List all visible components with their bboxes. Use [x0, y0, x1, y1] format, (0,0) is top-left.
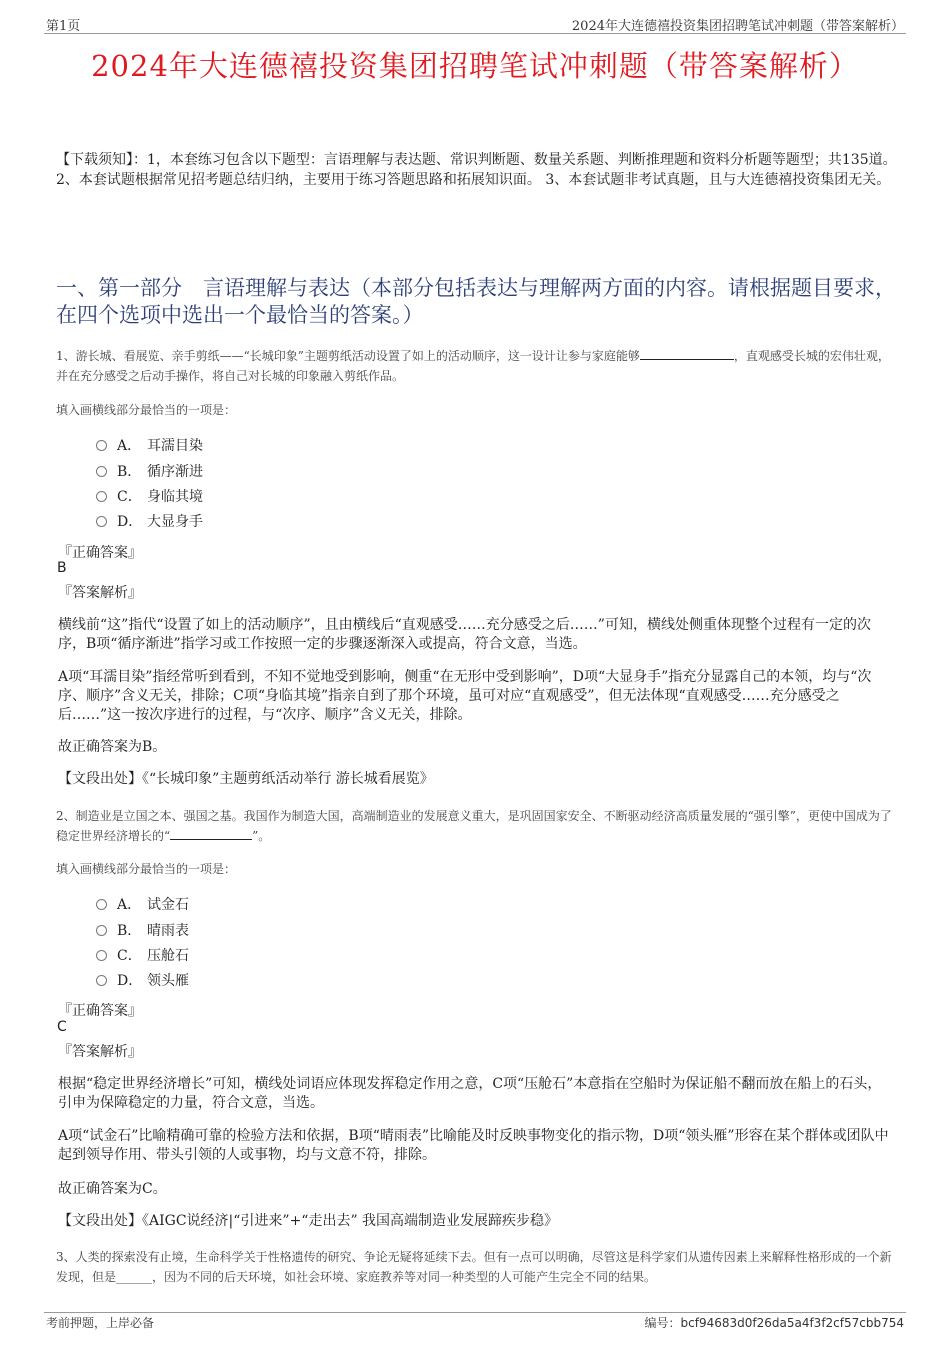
analysis-paragraph: A项“耳濡目染”指经常听到看到，不知不觉地受到影响，侧重“在无形中受到影响”，D项“大显身手”指充分显露自己的本领，均与“次序、顺序”含义无关，排除；C项“身临其境”指亲自到了那个环境，虽可对应“直观感受”，但无法体现“直观感受……充分感受之后……”这一按次序进行的过程，与“次序、顺序”含义无关，排除。 — [58, 669, 872, 723]
question-2-option-d[interactable]: D． 领头雁 — [96, 971, 189, 991]
analysis-conclusion: 故正确答案为C。 — [58, 1181, 167, 1197]
correct-answer-label: 『正确答案』 — [58, 1003, 142, 1019]
radio-icon[interactable] — [96, 466, 107, 477]
page-number: 第1页 — [46, 19, 81, 34]
radio-icon[interactable] — [96, 516, 107, 527]
question-2-prompt: 填入画横线部分最恰当的一项是： — [56, 862, 237, 876]
header-doc-title: 2024年大连德禧投资集团招聘笔试冲刺题（带答案解析） — [571, 19, 904, 34]
footer-code: 编号：bcf94683d0f26da5a4f3f2cf57cbb754 — [644, 1316, 904, 1330]
correct-answer: B — [57, 560, 67, 576]
question-2-stem-b: ”。 — [252, 829, 271, 843]
question-2-option-c[interactable]: C． 压舱石 — [96, 946, 189, 966]
footer-slogan: 考前押题，上岸必备 — [46, 1316, 155, 1330]
radio-icon[interactable] — [96, 950, 107, 961]
analysis-conclusion: 故正确答案为B。 — [58, 739, 167, 755]
question-2-text — [56, 806, 898, 846]
header-divider — [44, 33, 906, 34]
radio-icon[interactable] — [96, 491, 107, 502]
correct-answer-label: 『正确答案』 — [58, 545, 142, 561]
question-1-stem-b: ，直观感受长城的宏伟壮观，并在充分感受之后动手操作，将自己对长城的印象融入剪纸作品。 — [56, 349, 890, 383]
fill-blank — [170, 827, 252, 840]
analysis-paragraph: A项“试金石”比喻精确可靠的检验方法和依据，B项“晴雨表”比喻能及时反映事物变化的指示物，D项“领头雁”形容在某个群体或团队中起到领导作用、带头引领的人或事物，均与文意不符，排除。 — [58, 1128, 889, 1163]
radio-icon[interactable] — [96, 975, 107, 986]
source-citation: 【文段出处】《AIGC说经济|“引进来”+“走出去” 我国高端制造业发展蹄疾步稳》 — [58, 1213, 559, 1229]
question-2-option-a[interactable]: A． 试金石 — [96, 895, 189, 915]
question-1-option-a[interactable]: A． 耳濡目染 — [96, 436, 203, 456]
analysis-label: 『答案解析』 — [58, 585, 142, 601]
analysis-paragraph: 根据“稳定世界经济增长”可知，横线处词语应体现发挥稳定作用之意，C项“压舱石”本意指在空船时为保证船不翻而放在船上的石头，引申为保障稳定的力量，符合文意，当选。 — [58, 1076, 882, 1111]
radio-icon[interactable] — [96, 440, 107, 451]
document-code: bcf94683d0f26da5a4f3f2cf57cbb754 — [680, 1316, 904, 1330]
fill-blank — [640, 347, 734, 360]
footer-divider — [44, 1312, 906, 1313]
question-1-option-d[interactable]: D． 大显身手 — [96, 512, 203, 532]
radio-icon[interactable] — [96, 925, 107, 936]
analysis-paragraph: 横线前“这”指代“设置了如上的活动顺序”，且由横线后“直观感受……充分感受之后……”可知，横线处侧重体现整个过程有一定的次序，B项“循序渐进”指学习或工作按照一定的步骤逐渐深入或提高，符合文意，当选。 — [58, 617, 871, 652]
page-title: 2024年大连德禧投资集团招聘笔试冲刺题（带答案解析） — [91, 49, 859, 83]
question-1-text — [56, 346, 898, 386]
question-1-option-c[interactable]: C． 身临其境 — [96, 487, 203, 507]
section-heading: 一、第一部分 言语理解与表达（本部分包括表达与理解两方面的内容。请根据题目要求，在四个选项中选出一个最恰当的答案。） — [56, 276, 896, 327]
radio-icon[interactable] — [96, 899, 107, 910]
question-2-option-b[interactable]: B． 晴雨表 — [96, 921, 189, 941]
source-citation: 【文段出处】《“长城印象”主题剪纸活动举行 游长城看展览》 — [58, 771, 434, 787]
download-notice: 【下载须知】：1，本套练习包含以下题型：言语理解与表达题、常识判断题、数量关系题、判断推理题和资料分析题等题型；共135道。 2、本套试题根据常见招考题总结归纳，主要用于练习答题思路和拓展知识面。 3、本套试题非考试真题，且与大连德禧投资集团无关。 — [56, 152, 897, 188]
question-1-prompt: 填入画横线部分最恰当的一项是： — [56, 403, 237, 417]
correct-answer: C — [57, 1019, 67, 1035]
question-3-text: 3、人类的探索没有止境，生命科学关于性格遗传的研究、争论无疑将延续下去。但有一点可以明确，尽管这是科学家们从遗传因素上来解释性格形成的一个新发现，但是______，因为不同的后天环境，如社会环境、家庭教养等对同一种类型的人可能产生完全不同的结果。 — [56, 1250, 892, 1284]
question-2-stem-a: 2、制造业是立国之本、强国之基。我国作为制造大国，高端制造业的发展意义重大，是巩固国家安全、不断驱动经济高质量发展的“强引擎”，更使中国成为了稳定世界经济增长的“ — [56, 809, 892, 843]
question-1-stem-a: 1、游长城、看展览、亲手剪纸——“长城印象”主题剪纸活动设置了如上的活动顺序，这一设计让参与家庭能够 — [56, 349, 640, 363]
question-1-option-b[interactable]: B． 循序渐进 — [96, 462, 203, 482]
analysis-label: 『答案解析』 — [58, 1044, 142, 1060]
